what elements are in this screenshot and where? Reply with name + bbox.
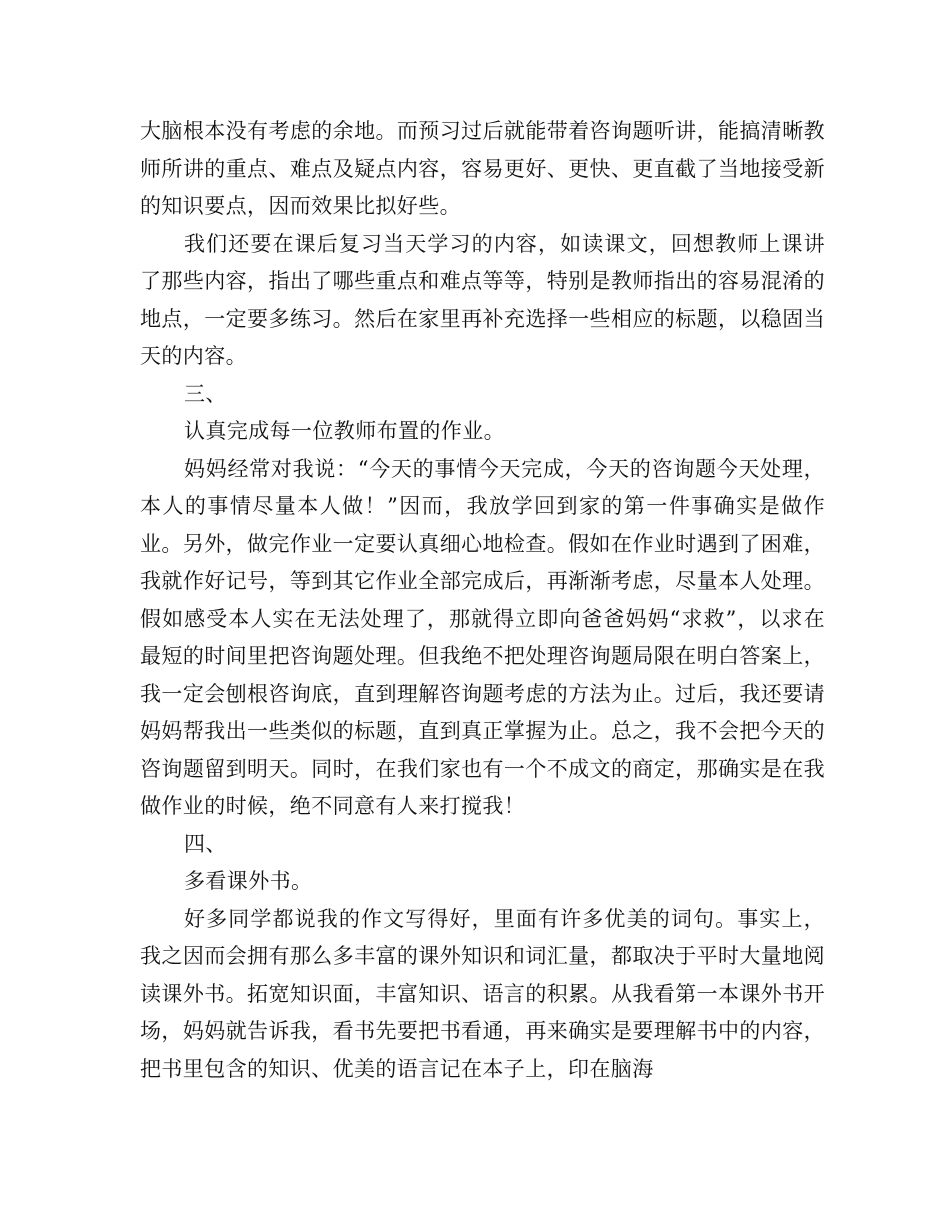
- paragraph-review: 我们还要在课后复习当天学习的内容，如读课文，回想教师上课讲了那些内容，指出了哪些重点和难点等等，特别是教师指出的容易混淆的地点，一定要多练习。然后在家里再补充选择一些相应的标题，以稳固当天的内容。: [140, 231, 825, 368]
- section-number-four: 四、: [184, 831, 227, 856]
- section-number-three: 三、: [184, 381, 227, 406]
- paragraph-reading: 好多同学都说我的作文写得好，里面有许多优美的词句。事实上，我之因而会拥有那么多丰富的课外知识和词汇量，都取决于平时大量地阅读课外书。拓宽知识面，丰富知识、语言的积累。从我看第一本课外书开场，妈妈就告诉我，看书先要把书看通，再来确实是要理解书中的内容，把书里包含的知识、优美的语言记在本子上，印在脑海: [140, 906, 825, 1081]
- document-page: [140, 113, 825, 1088]
- paragraph-continuation: 大脑根本没有考虑的余地。而预习过后就能带着咨询题听讲，能搞清晰教师所讲的重点、难点及疑点内容，容易更好、更快、更直截了当地接受新的知识要点，因而效果比拟好些。: [140, 119, 825, 218]
- section-heading-homework: 认真完成每一位教师布置的作业。: [184, 419, 505, 443]
- paragraph-homework: 妈妈经常对我说：“今天的事情今天完成，今天的咨询题今天处理，本人的事情尽量本人做！”因而，我放学回到家的第一件事确实是做作业。另外，做完作业一定要认真细心地检查。假如在作业时遇到了困难，我就作好记号，等到其它作业全部完成后，再渐渐考虑，尽量本人处理。假如感受本人实在无法处理了，那就得立即向爸爸妈妈“求救”，以求在最短的时间里把咨询题处理。但我绝不把处理咨询题局限在明白答案上，我一定会刨根咨询底，直到理解咨询题考虑的方法为止。过后，我还要请妈妈帮我出一些类似的标题，直到真正掌握为止。总之，我不会把今天的咨询题留到明天。同时，在我们家也有一个不成文的商定，那确实是在我做作业的时候，绝不同意有人来打搅我！: [140, 456, 825, 818]
- section-heading-reading: 多看课外书。: [184, 869, 313, 893]
